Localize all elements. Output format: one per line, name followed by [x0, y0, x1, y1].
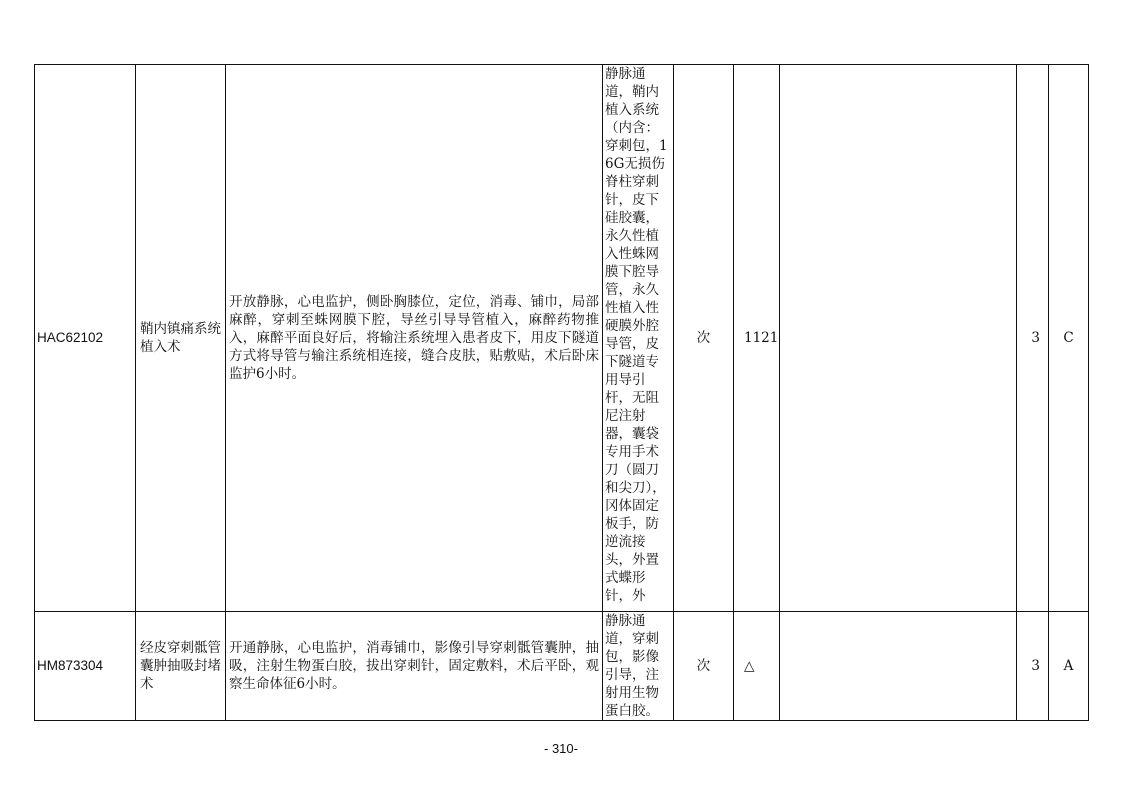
item-materials-cell	[603, 612, 674, 721]
item-name: 鞘内镇痛系统植入术	[136, 65, 226, 612]
item-materials-cell	[603, 65, 674, 612]
item-level: 3	[1017, 612, 1049, 721]
item-price: 1121	[734, 65, 780, 612]
item-unit: 次	[674, 612, 734, 721]
procedure-table	[34, 64, 1089, 721]
item-unit: 次	[674, 65, 734, 612]
item-name: 经皮穿刺骶管囊肿抽吸封堵术	[136, 612, 226, 721]
item-category: C	[1049, 65, 1089, 612]
item-description: 开通静脉，心电监护，消毒铺巾，影像引导穿刺骶管囊肿，抽吸，注射生物蛋白胶，拔出穿刺针，固定敷料，术后平卧，观察生命体征6小时。	[226, 612, 603, 721]
table-row	[35, 612, 1089, 721]
item-materials: 静脉通道，鞘内植入系统（内含：穿刺包，16G无损伤脊柱穿刺针，皮下硅胶囊，永久性植入性蛛网膜下腔导管，永久性植入性硬膜外腔导管，皮下隧道专用导引杆，无阻尼注射器，囊袋专用手术刀（圆刀和尖刀），冈体固定板手，防逆流接头，外置式蝶形针，外	[605, 66, 668, 604]
item-note	[780, 65, 1017, 612]
item-description: 开放静脉，心电监护，侧卧胸膝位，定位，消毒、铺巾，局部麻醉，穿刺至蛛网膜下腔，导丝引导导管植入，麻醉药物推入，麻醉平面良好后，将输注系统埋入患者皮下，用皮下隧道方式将导管与输注系统相连接，缝合皮肤，贴敷贴，术后卧床监护6小时。	[226, 65, 603, 612]
item-materials: 静脉通道，穿刺包，影像引导，注射用生物蛋白胶。	[605, 613, 659, 719]
item-level: 3	[1017, 65, 1049, 612]
table-row	[35, 65, 1089, 612]
item-code: HM873304	[35, 612, 136, 721]
page-number: - 310-	[544, 741, 578, 756]
item-category: A	[1049, 612, 1089, 721]
item-note	[780, 612, 1017, 721]
item-code: HAC62102	[35, 65, 136, 612]
item-price: △	[734, 612, 780, 721]
